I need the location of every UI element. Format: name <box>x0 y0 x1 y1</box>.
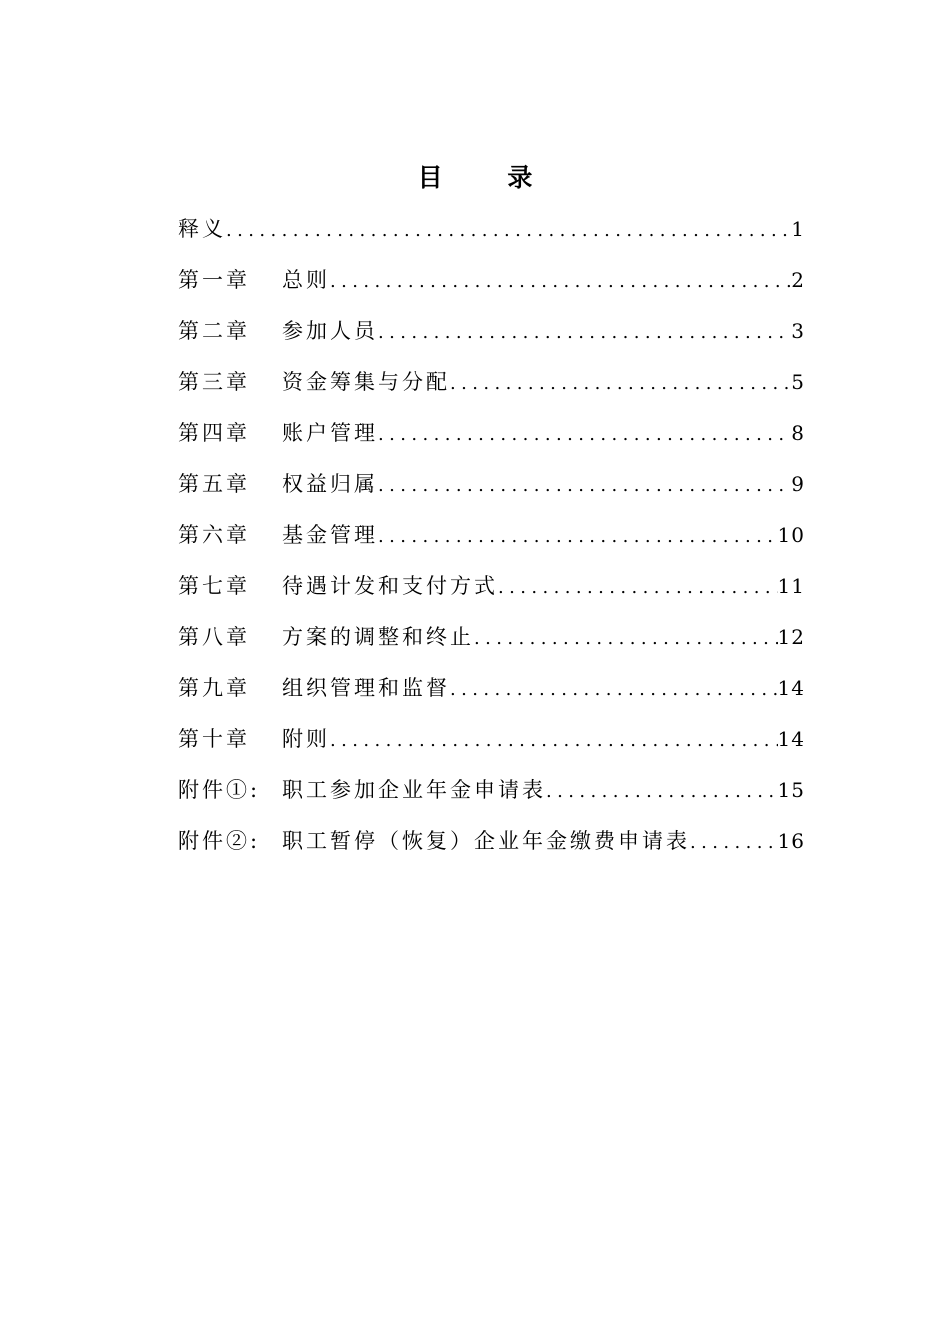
toc-entry-text: 职工暂停（恢复）企业年金缴费申请表 <box>282 829 690 853</box>
toc-page-number: 5 <box>791 370 805 394</box>
dot-leader <box>378 518 778 556</box>
toc-chapter-label: 第五章 <box>178 472 250 496</box>
dot-leader <box>450 365 791 403</box>
toc-entry-attachment-1[interactable] <box>178 771 805 822</box>
toc-entry-text: 资金筹集与分配 <box>282 370 450 394</box>
toc-entry-text: 总则 <box>282 268 330 292</box>
toc-chapter-label: 第九章 <box>178 676 250 700</box>
toc-entry-text: 释义 <box>178 217 226 241</box>
toc-chapter-label: 第六章 <box>178 523 250 547</box>
toc-entry-chapter-3[interactable] <box>178 363 805 414</box>
dot-leader <box>378 314 791 352</box>
dot-leader <box>450 671 778 709</box>
toc-chapter-label: 第二章 <box>178 319 250 343</box>
toc-page-number: 10 <box>777 523 805 547</box>
toc-entry-chapter-8[interactable] <box>178 618 805 669</box>
dot-leader <box>378 467 791 505</box>
toc-title: 目 录 <box>417 163 561 192</box>
toc-page-number: 12 <box>777 625 805 649</box>
toc-entry-chapter-4[interactable] <box>178 414 805 465</box>
toc-chapter-label: 第一章 <box>178 268 250 292</box>
toc-entry-chapter-7[interactable] <box>178 567 805 618</box>
toc-entry-definitions[interactable] <box>178 210 805 261</box>
dot-leader <box>474 620 778 658</box>
toc-entry-text: 职工参加企业年金申请表 <box>282 778 546 802</box>
toc-entry-text: 待遇计发和支付方式 <box>282 574 498 598</box>
toc-entry-text: 附则 <box>282 727 330 751</box>
toc-page-number: 15 <box>777 778 805 802</box>
dot-leader <box>690 824 778 862</box>
toc-entry-text: 方案的调整和终止 <box>282 625 474 649</box>
toc-entry-text: 组织管理和监督 <box>282 676 450 700</box>
toc-entry-text: 账户管理 <box>282 421 378 445</box>
toc-entry-text: 权益归属 <box>282 472 378 496</box>
toc-entry-chapter-9[interactable] <box>178 669 805 720</box>
toc-page-number: 3 <box>791 319 805 343</box>
toc-page-number: 9 <box>791 472 805 496</box>
toc-page-number: 11 <box>777 574 805 598</box>
toc-chapter-label: 第八章 <box>178 625 250 649</box>
toc-chapter-label: 附件②: <box>178 829 261 853</box>
toc-entry-chapter-5[interactable] <box>178 465 805 516</box>
toc-entry-chapter-6[interactable] <box>178 516 805 567</box>
toc-page-number: 2 <box>791 268 805 292</box>
toc-page-number: 1 <box>791 217 805 241</box>
toc-chapter-label: 第三章 <box>178 370 250 394</box>
toc-entry-text: 参加人员 <box>282 319 378 343</box>
toc-entry-attachment-2[interactable] <box>178 822 805 873</box>
dot-leader <box>498 569 778 607</box>
dot-leader <box>378 416 791 454</box>
toc-page-number: 14 <box>777 676 805 700</box>
toc-page-number: 16 <box>777 829 805 853</box>
dot-leader <box>546 773 778 811</box>
toc-entry-chapter-1[interactable] <box>178 261 805 312</box>
toc-chapter-label: 第十章 <box>178 727 250 751</box>
toc-chapter-label: 附件①: <box>178 778 261 802</box>
toc-page-number: 14 <box>777 727 805 751</box>
toc-entry-text: 基金管理 <box>282 523 378 547</box>
toc-chapter-label: 第七章 <box>178 574 250 598</box>
dot-leader <box>330 722 778 760</box>
toc-chapter-label: 第四章 <box>178 421 250 445</box>
toc-entry-chapter-2[interactable] <box>178 312 805 363</box>
toc-entry-chapter-10[interactable] <box>178 720 805 771</box>
table-of-contents <box>178 210 805 873</box>
dot-leader <box>330 263 791 301</box>
dot-leader <box>226 212 791 250</box>
toc-page-number: 8 <box>791 421 805 445</box>
